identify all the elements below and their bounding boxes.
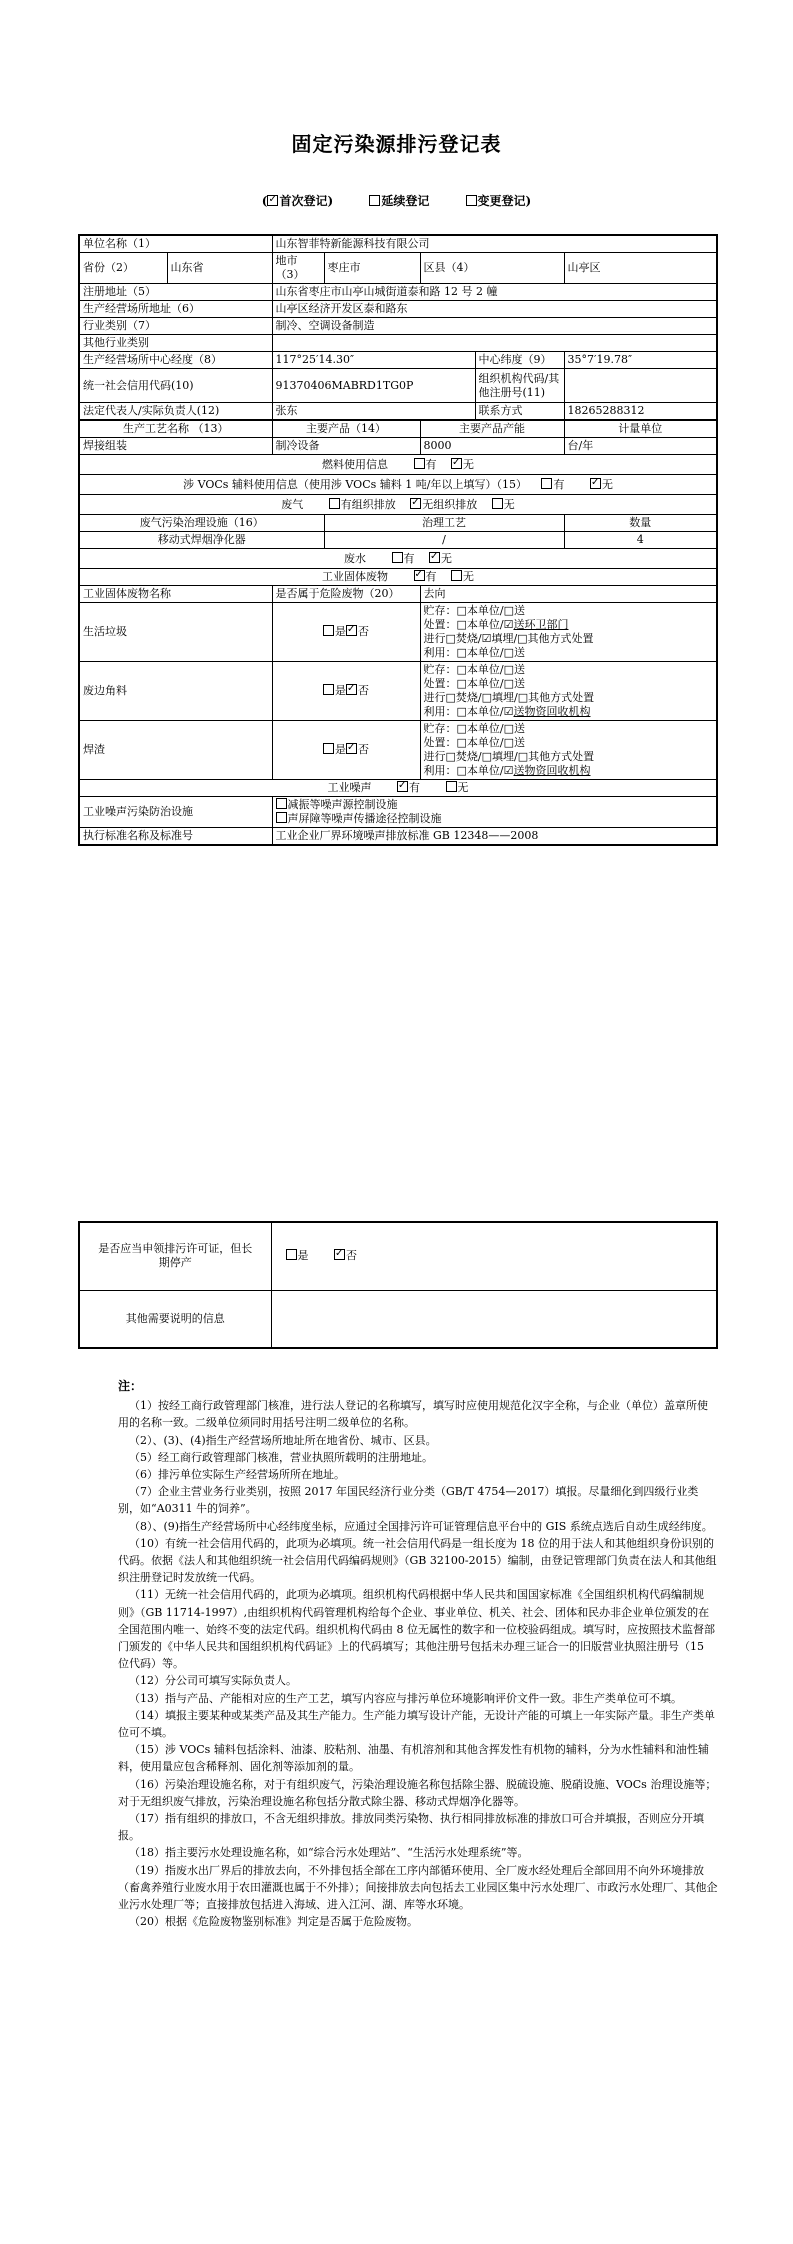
reg-change-option[interactable]: 变更登记) <box>466 194 532 208</box>
unit-name-value[interactable]: 山东智菲特新能源科技有限公司 <box>272 235 717 253</box>
solid-waste-item-row <box>79 721 717 780</box>
checkbox-checked-icon[interactable] <box>410 498 421 509</box>
note-item: （20）根据《危险废物鉴别标准》判定是否属于危险废物。 <box>129 1915 418 1929</box>
unit-value[interactable]: 台/年 <box>564 438 717 455</box>
checkbox-checked-icon[interactable] <box>346 625 357 636</box>
destination-line[interactable]: 处置：□本单位/☑送环卫部门 <box>423 618 569 631</box>
other-industry-value[interactable] <box>272 335 717 352</box>
unit-header: 计量单位 <box>564 420 717 438</box>
destination-line[interactable]: 贮存：□本单位/□送 <box>423 722 525 735</box>
other-industry-label: 其他行业类别 <box>79 335 272 352</box>
main-product-header: 主要产品（14） <box>272 420 420 438</box>
note-item: （6）排污单位实际生产经营场所所在地址。 <box>129 1468 345 1482</box>
city-value[interactable]: 枣庄市 <box>324 253 420 284</box>
destination-line[interactable]: 处置：□本单位/□送 <box>423 736 525 749</box>
registration-type-options <box>0 192 793 209</box>
solid-name-header: 工业固体废物名称 <box>79 586 272 603</box>
solid-waste-name[interactable]: 废边角料 <box>79 662 272 721</box>
checkbox-icon[interactable] <box>323 625 334 636</box>
checkbox-checked-icon[interactable] <box>346 684 357 695</box>
destination-line[interactable]: 贮存：□本单位/□送 <box>423 604 525 617</box>
gas-facility-quantity[interactable]: 4 <box>564 532 717 549</box>
page-title: 固定污染源排污登记表 <box>291 132 502 156</box>
destination-line[interactable]: 利用：□本单位/□送 <box>423 646 525 659</box>
vocs-row: 涉 VOCs 辅料使用信息（使用涉 VOCs 辅料 1 吨/年以上填写）（15） 有 ✓ 无 <box>79 475 717 495</box>
note-item: （19）指废水出厂界后的排放去向，不外排包括全部在工序内部循环使用、全厂废水经处理后全部回用不向外环境排放（畜禽养殖行业废水用于农田灌溉也属于不外排）；间接排放去向包括去工业园区集中污水处理厂、市政污水处理厂、其他企业污水处理厂等；直接排放包括进入海域、进入江河、湖、库等水环境。 <box>118 1863 718 1912</box>
contact-value[interactable]: 18265288312 <box>564 403 717 421</box>
checkbox-icon[interactable] <box>466 195 477 206</box>
additional-info-table <box>78 1221 718 1349</box>
note-item: （11）无统一社会信用代码的，此项为必填项。组织机构代码根据中华人民共和国国家标准《全国组织机构代码编制规则》（GB 11714-1997）,由组织机构代码管理机构给每个企业、事业单位、机关、社会、团体和民办非企业单位颁发的在全国范围内唯一、始终不变的法定代码。组织机构代码由 8 位无属性的数字和一位校验码组成。填写时，应按照技术监督部门颁发的《中华人民共和国组织机构代码证》上的代码填写；其他注册号包括未办理三证合一的旧版营业执照注册号（15 位代码）等。 <box>118 1588 715 1671</box>
note-item: （10）有统一社会信用代码的，此项为必填项。统一社会信用代码是一组长度为 18 位的用于法人和其他组织身份识别的代码。依据《法人和其他组织统一社会信用代码编码规则》（GB 32100-2015）编制，由登记管理部门负责在法人和其他组织注册登记时发放统一代码。 <box>118 1536 717 1585</box>
standard-value[interactable]: 工业企业厂界环境噪声排放标准 GB 12348——2008 <box>272 828 717 846</box>
legal-rep-label: 法定代表人/实际负责人(12) <box>79 403 272 421</box>
checkbox-checked-icon[interactable] <box>590 478 601 489</box>
destination-line[interactable]: 贮存：□本单位/□送 <box>423 663 525 676</box>
main-product-value[interactable]: 制冷设备 <box>272 438 420 455</box>
notes-section <box>118 1378 718 1931</box>
note-item: （2）、(3)、(4)指生产经营场所地址所在地省份、城市、区县。 <box>129 1433 437 1447</box>
treatment-process-header: 治理工艺 <box>324 515 564 532</box>
gas-facility-header: 废气污染治理设施（16） <box>79 515 324 532</box>
hazard-options: 是✓ 否 <box>272 662 420 721</box>
noise-row: 工业噪声 ✓ 有 无 <box>79 780 717 797</box>
industry-label: 行业类别（7） <box>79 318 272 335</box>
reg-renew-option[interactable]: 延续登记 <box>369 194 429 208</box>
reg-address-value[interactable]: 山东省枣庄市山亭山城街道泰和路 12 号 2 幢 <box>272 284 717 301</box>
checkbox-checked-icon[interactable] <box>429 552 440 563</box>
longitude-label: 生产经营场所中心经度（8） <box>79 352 272 369</box>
note-item: （17）指有组织的排放口，不含无组织排放。排放同类污染物、执行相同排放标准的排放口可合并填报，否则应分开填报。 <box>118 1812 704 1843</box>
solid-waste-name[interactable]: 生活垃圾 <box>79 603 272 662</box>
reg-address-label: 注册地址（5） <box>79 284 272 301</box>
reg-first-option[interactable]: (✓ 首次登记) <box>262 194 333 208</box>
org-code-label: 组织机构代码/其他注册号(11) <box>475 369 564 403</box>
checkbox-icon[interactable] <box>276 812 287 823</box>
registration-form-table <box>78 234 718 846</box>
solid-waste-item-row <box>79 662 717 721</box>
process-name-value[interactable]: 焊接组装 <box>79 438 272 455</box>
checkbox-icon[interactable] <box>446 781 457 792</box>
note-item: （18）指主要污水处理设施名称，如“综合污水处理站”、“生活污水处理系统”等。 <box>129 1846 529 1860</box>
checkbox-checked-icon[interactable] <box>346 743 357 754</box>
latitude-label: 中心纬度（9） <box>475 352 564 369</box>
checkbox-icon[interactable] <box>414 458 425 469</box>
destination-options <box>420 721 717 780</box>
province-value[interactable]: 山东省 <box>167 253 272 284</box>
vocs-label: 涉 VOCs 辅料使用信息（使用涉 VOCs 辅料 1 吨/年以上填写）（15） <box>183 477 527 491</box>
checkbox-icon[interactable] <box>369 195 380 206</box>
destination-options <box>420 662 717 721</box>
noise-measures-label: 工业噪声污染防治设施 <box>79 797 272 828</box>
note-item: （16）污染治理设施名称，对于有组织废气，污染治理设施名称包括除尘器、脱硫设施、脱硝设施、VOCs 治理设施等；对于无组织废气排放，污染治理设施名称包括分散式除尘器、移动式焊烟净化器等。 <box>118 1777 717 1808</box>
prod-address-value[interactable]: 山亭区经济开发区泰和路东 <box>272 301 717 318</box>
checkbox-icon[interactable] <box>392 552 403 563</box>
destination-line[interactable]: 进行□焚烧/□填埋/□其他方式处置 <box>423 750 595 763</box>
hazard-options: 是✓ 否 <box>272 603 420 662</box>
solid-waste-item-row <box>79 603 717 662</box>
destination-header: 去向 <box>420 586 717 603</box>
other-info-label: 其他需要说明的信息 <box>79 1290 271 1348</box>
destination-line[interactable]: 利用：□本单位/☑送物资回收机构 <box>423 705 591 718</box>
other-info-value[interactable] <box>271 1290 717 1348</box>
standard-label: 执行标准名称及标准号 <box>79 828 272 846</box>
credit-code-value[interactable]: 91370406MABRD1TG0P <box>272 369 475 403</box>
checkbox-icon[interactable] <box>329 498 340 509</box>
checkbox-icon[interactable] <box>451 570 462 581</box>
quantity-header: 数量 <box>564 515 717 532</box>
prod-address-label: 生产经营场所地址（6） <box>79 301 272 318</box>
checkbox-checked-icon[interactable] <box>451 458 462 469</box>
checkbox-checked-icon[interactable] <box>267 195 278 206</box>
checkbox-icon[interactable] <box>541 478 552 489</box>
note-item: （12）分公司可填写实际负责人。 <box>129 1674 297 1688</box>
capacity-header: 主要产品产能 <box>420 420 564 438</box>
noise-measures-value <box>272 797 717 828</box>
destination-line[interactable]: 进行□焚烧/□填埋/□其他方式处置 <box>423 691 595 704</box>
unit-name-label: 单位名称（1） <box>79 235 272 253</box>
checkbox-icon[interactable] <box>492 498 503 509</box>
credit-code-label: 统一社会信用代码(10) <box>79 369 272 403</box>
solid-waste-row: 工业固体废物 ✓ 有 无 <box>79 569 717 586</box>
note-item: （8）、(9)指生产经营场所中心经纬度坐标，应通过全国排污许可证管理信息平台中的 GIS 系统点选后自动生成经纬度。 <box>129 1519 713 1533</box>
checkbox-checked-icon[interactable] <box>397 781 408 792</box>
hazard-header: 是否属于危险废物（20） <box>272 586 420 603</box>
permit-options: 是 ✓ 否 <box>271 1222 717 1290</box>
waste-gas-row: 废气 有组织排放 ✓ 无组织排放 无 <box>79 495 717 515</box>
county-label: 区县（4） <box>420 253 564 284</box>
gas-facility-name[interactable]: 移动式焊烟净化器 <box>79 532 324 549</box>
waste-water-row: 废水 有 ✓ 无 <box>79 549 717 569</box>
fuel-row: 燃料使用信息 有 ✓ 无 <box>79 455 717 475</box>
note-item: （1）按经工商行政管理部门核准，进行法人登记的名称填写，填写时应使用规范化汉字全称，与企业（单位）盖章所使用的名称一致。二级单位须同时用括号注明二级单位的名称。 <box>118 1399 708 1430</box>
gas-facility-row <box>79 532 717 549</box>
note-item: （7）企业主营业务行业类别，按照 2017 年国民经济行业分类（GB/T 4754—2017）填报。尽量细化到四级行业类别，如“A0311 牛的饲养”。 <box>118 1485 699 1516</box>
legal-rep-value[interactable]: 张东 <box>272 403 475 421</box>
latitude-value[interactable]: 35°7′19.78″ <box>564 352 717 369</box>
destination-line[interactable]: 进行□焚烧/☑填埋/□其他方式处置 <box>423 632 594 645</box>
noise-measure-item[interactable]: 减振等噪声源控制设施 <box>276 798 714 812</box>
fuel-label: 燃料使用信息 <box>322 457 389 471</box>
gas-facility-process[interactable]: / <box>324 532 564 549</box>
note-item: （13）指与产品、产能相对应的生产工艺，填写内容应与排污单位环境影响评价文件一致。非生产类单位可不填。 <box>129 1691 682 1705</box>
longitude-value[interactable]: 117°25′14.30″ <box>272 352 475 369</box>
checkbox-icon[interactable] <box>286 1249 297 1260</box>
checkbox-checked-icon[interactable] <box>334 1249 345 1260</box>
contact-label: 联系方式 <box>475 403 564 421</box>
hazard-options: 是✓ 否 <box>272 721 420 780</box>
capacity-value[interactable]: 8000 <box>420 438 564 455</box>
noise-measure-item[interactable]: 声屏障等噪声传播途径控制设施 <box>276 812 714 826</box>
org-code-value[interactable] <box>564 369 717 403</box>
destination-line[interactable]: 处置：□本单位/□送 <box>423 677 525 690</box>
solid-waste-name[interactable]: 焊渣 <box>79 721 272 780</box>
county-value[interactable]: 山亭区 <box>564 253 717 284</box>
permit-label: 是否应当申领排污许可证，但长期停产 <box>79 1222 271 1290</box>
checkbox-icon[interactable] <box>276 798 287 809</box>
industry-value[interactable]: 制冷、空调设备制造 <box>272 318 717 335</box>
checkbox-icon[interactable] <box>323 743 334 754</box>
note-item: （15）涉 VOCs 辅料包括涂料、油漆、胶粘剂、油墨、有机溶剂和其他含挥发性有机物的辅料，分为水性辅料和油性辅料，使用量应包含稀释剂、固化剂等添加剂的量。 <box>118 1743 709 1774</box>
province-label: 省份（2） <box>79 253 167 284</box>
checkbox-checked-icon[interactable] <box>414 570 425 581</box>
note-item: （5）经工商行政管理部门核准，营业执照所载明的注册地址。 <box>129 1450 433 1464</box>
process-name-header: 生产工艺名称 （13） <box>79 420 272 438</box>
row-unit-name <box>79 235 717 253</box>
row-region <box>79 253 717 284</box>
destination-options <box>420 603 717 662</box>
notes-title: 注： <box>118 1379 143 1393</box>
city-label: 地市（3） <box>272 253 324 284</box>
note-item: （14）填报主要某种或某类产品及其生产能力。生产能力填写设计产能，无设计产能的可填上一年实际产量。非生产类单位可不填。 <box>118 1708 715 1740</box>
checkbox-icon[interactable] <box>323 684 334 695</box>
destination-line[interactable]: 利用：□本单位/☑送物资回收机构 <box>423 764 591 777</box>
